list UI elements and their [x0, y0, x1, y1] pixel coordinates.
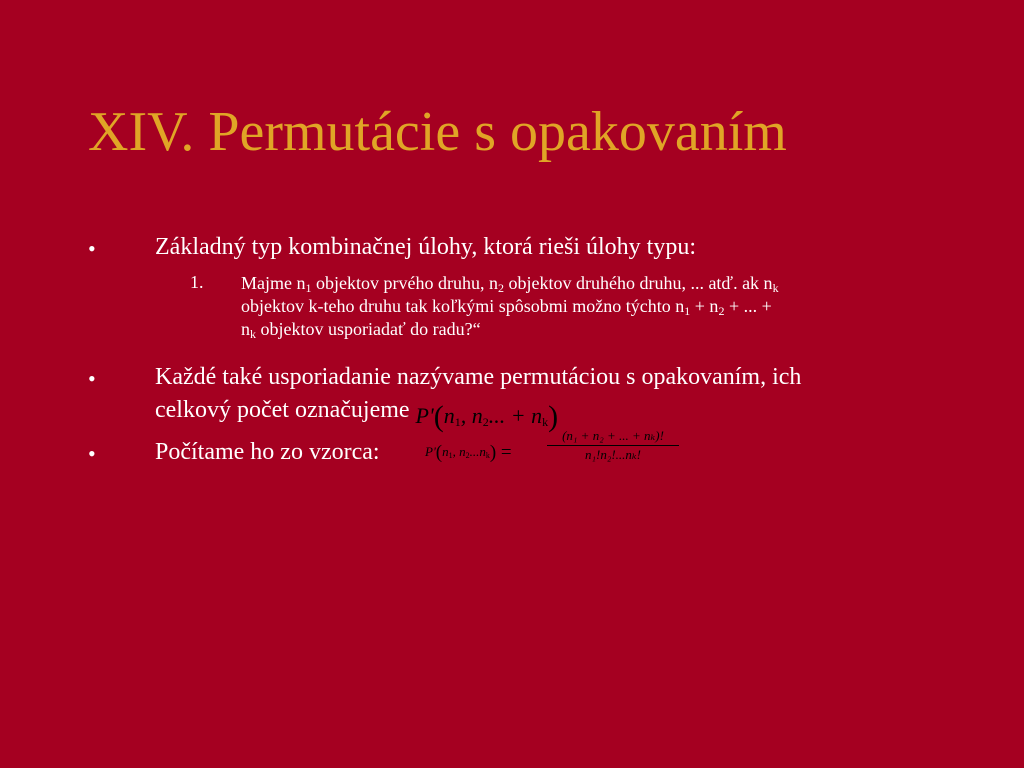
sub-item-text	[241, 272, 941, 341]
bullet-text-3: Počítame ho zo vzorca:	[155, 439, 380, 465]
bullet-text-2	[155, 361, 801, 433]
sub-item-line-3: $n_k$ objektov usporiadať do radu?“	[241, 319, 481, 341]
bullet-text-2-line-1: Každé také usporiadanie nazývame permutáciou s opakovaním, ich	[155, 364, 802, 390]
sub-item-line-1: Majme $n_1$ objektov prvého druhu, $n_2$ objektov druhého druhu, ... atď. ak $n_k$	[241, 273, 779, 295]
list-number: 1.	[190, 272, 204, 292]
bullet-text-1: Základný typ kombinačnej úlohy, ktorá rieši úlohy typu:	[155, 234, 697, 260]
bullet-marker: •	[88, 441, 96, 466]
bullet-marker: •	[88, 236, 96, 261]
bullet-text-2-line-2: celkový počet označujeme $P'(n_1$, $n_2$... + $n_k$)	[155, 397, 559, 433]
formula-lhs: $P'(n_1$, $n_2...n_k$) =	[425, 442, 512, 463]
bullet-marker: •	[88, 366, 96, 391]
formula-numerator: (n₁ + n₂ + ... + nₖ)!	[562, 428, 664, 443]
formula-denominator: n₁!n₂!...nₖ!	[584, 447, 642, 462]
formula-fraction	[547, 428, 679, 463]
sub-item-line-2: objektov k-teho druhu tak koľkými spôsobmi možno týchto $n_1 + n_2$ + ... +	[241, 296, 772, 318]
inline-formula: $P'(n_1$, $n_2$... + $n_k$)	[415, 400, 559, 433]
slide-title: XIV. Permutácie s opakovaním	[88, 101, 787, 163]
